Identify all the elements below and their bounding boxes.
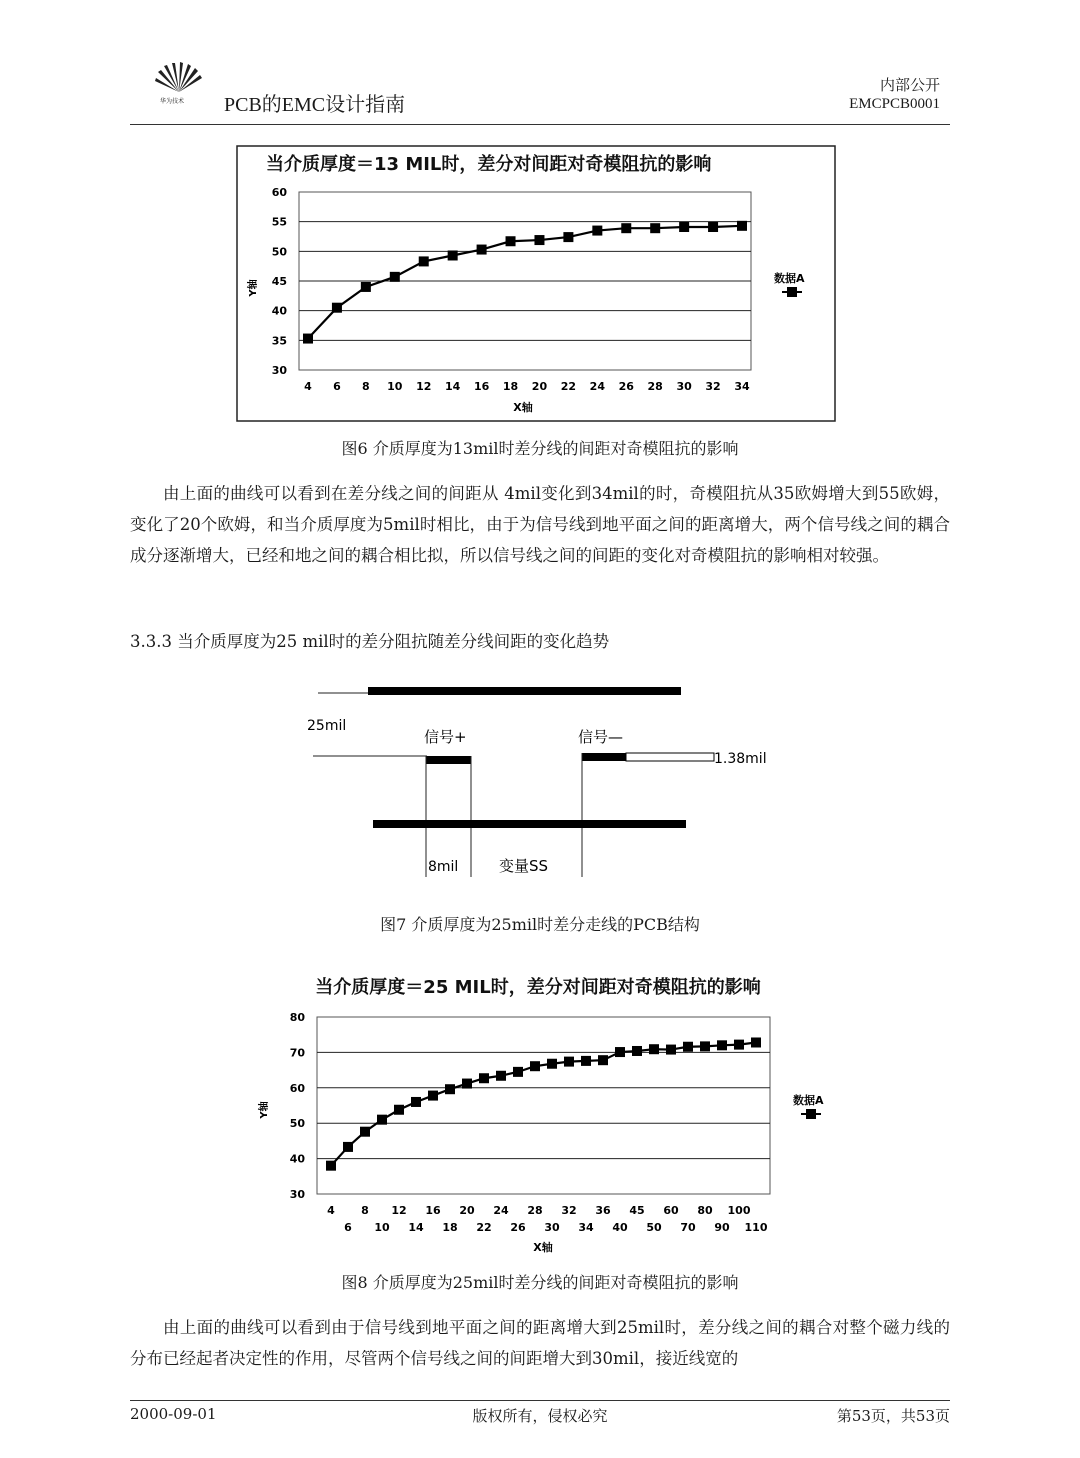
logo-caption: 华为技术 [160, 98, 185, 105]
y-tick-label: 55 [271, 215, 287, 229]
x-tick-label: 8 [361, 1204, 369, 1217]
x-tick-label: 6 [333, 380, 341, 393]
x-tick-label: 32 [705, 380, 721, 393]
chart-figure6 [236, 145, 836, 422]
data-point [361, 282, 371, 292]
x-tick-label: 34 [578, 1221, 594, 1234]
classification-label: 内部公开 [879, 76, 940, 94]
x-tick-label: 12 [416, 380, 432, 393]
x-tick-label: 60 [663, 1204, 679, 1217]
x-tick-label: 16 [425, 1204, 441, 1217]
data-point [666, 1045, 676, 1055]
x-tick-label: 28 [647, 380, 663, 393]
document-code: EMCPCB0001 [849, 96, 940, 112]
data-point [360, 1127, 370, 1137]
data-point [563, 232, 573, 242]
x-tick-label: 20 [459, 1204, 475, 1217]
footer-rule [130, 1400, 950, 1401]
data-point [708, 222, 718, 232]
legend-marker [806, 1109, 816, 1119]
data-point [411, 1097, 421, 1107]
x-tick-label: 28 [527, 1204, 543, 1217]
data-point [534, 235, 544, 245]
data-point [717, 1040, 727, 1050]
data-point [448, 250, 458, 260]
header-rule [130, 124, 950, 125]
x-tick-label: 4 [327, 1204, 335, 1217]
y-tick-label: 60 [289, 1081, 305, 1095]
y-tick-label: 40 [289, 1152, 305, 1166]
x-tick-label: 12 [391, 1204, 407, 1217]
x-tick-label: 14 [408, 1221, 424, 1234]
y-tick-label: 50 [289, 1117, 305, 1131]
signal-minus-label: 信号— [578, 728, 624, 746]
data-point [377, 1115, 387, 1125]
x-tick-label: 45 [629, 1204, 645, 1217]
footer-page-number: 第53页，共53页 [836, 1407, 950, 1425]
data-point [390, 272, 400, 282]
x-tick-label: 22 [476, 1221, 492, 1234]
x-tick-label: 18 [502, 380, 519, 393]
data-point [598, 1055, 608, 1065]
footer-date: 2000-09-01 [130, 1405, 217, 1423]
y-axis-label: Y轴 [248, 279, 259, 297]
trace-plus [426, 756, 471, 764]
pcb-structure-diagram [300, 672, 800, 882]
legend-label: 数据A [793, 1094, 824, 1107]
trace-thickness-label: 1.38mil [714, 751, 767, 767]
data-point [734, 1040, 744, 1050]
data-point [479, 1073, 489, 1083]
data-point [530, 1061, 540, 1071]
data-point [700, 1041, 710, 1051]
y-tick-label: 30 [271, 364, 287, 377]
x-tick-label: 34 [734, 380, 750, 393]
data-point [679, 222, 689, 232]
data-point [419, 256, 429, 266]
x-tick-label: 26 [510, 1221, 526, 1234]
top-ground-plane [368, 687, 681, 695]
data-point [649, 1044, 659, 1054]
x-tick-label: 16 [473, 380, 490, 393]
chart-title: 当介质厚度＝25 MIL时，差分对间距对奇模阻抗的影响 [315, 977, 761, 998]
x-tick-label: 100 [727, 1204, 751, 1217]
y-tick-label: 40 [271, 304, 287, 318]
x-tick-label: 14 [445, 380, 461, 393]
data-point [547, 1059, 557, 1069]
chart-figure8 [250, 968, 860, 1260]
data-point [326, 1161, 336, 1171]
y-tick-label: 30 [289, 1188, 305, 1201]
y-axis-label: Y轴 [259, 1101, 270, 1119]
x-axis-label: X轴 [533, 1241, 553, 1254]
x-tick-label: 90 [714, 1221, 730, 1234]
data-point [513, 1067, 523, 1077]
data-point [506, 236, 516, 246]
y-tick-label: 45 [271, 275, 287, 288]
trace-minus [582, 753, 626, 761]
legend-marker [787, 287, 797, 297]
figure7-caption: 图7 介质厚度为25mil时差分走线的PCB结构 [380, 915, 700, 934]
data-point [428, 1091, 438, 1101]
x-tick-label: 80 [697, 1204, 713, 1217]
data-point [751, 1037, 761, 1047]
data-point [632, 1046, 642, 1056]
spacing-label: 变量SS [499, 857, 549, 875]
y-tick-label: 80 [289, 1011, 305, 1024]
data-point [621, 223, 631, 233]
trace-width-label: 8mil [428, 859, 459, 875]
data-point [592, 226, 602, 236]
x-tick-label: 8 [362, 380, 370, 393]
data-point [394, 1105, 404, 1115]
x-tick-label: 18 [442, 1221, 458, 1234]
x-tick-label: 4 [304, 380, 312, 393]
trace-thickness-indicator [626, 753, 714, 761]
y-tick-label: 70 [289, 1046, 305, 1060]
section-heading: 3.3.3 当介质厚度为25 mil时的差分阻抗随差分线间距的变化趋势 [130, 632, 610, 651]
x-tick-label: 24 [589, 380, 605, 393]
x-tick-label: 40 [612, 1221, 628, 1234]
data-point [303, 334, 313, 344]
x-tick-label: 70 [680, 1221, 696, 1234]
data-point [462, 1079, 472, 1089]
data-point [343, 1142, 353, 1152]
y-tick-label: 35 [271, 334, 287, 348]
data-point [477, 245, 487, 255]
data-point [445, 1084, 455, 1094]
x-tick-label: 20 [531, 380, 548, 393]
data-point [581, 1056, 591, 1066]
x-tick-label: 22 [560, 380, 577, 393]
data-point [332, 303, 342, 313]
x-tick-label: 10 [387, 380, 403, 393]
data-point [683, 1042, 693, 1052]
data-point [737, 221, 747, 231]
data-point [615, 1047, 625, 1057]
y-tick-label: 50 [271, 245, 287, 259]
figure8-caption: 图8 介质厚度为25mil时差分线的间距对奇模阻抗的影响 [341, 1273, 739, 1292]
x-tick-label: 6 [344, 1221, 352, 1234]
x-tick-label: 110 [744, 1221, 768, 1234]
y-tick-label: 60 [271, 186, 287, 199]
x-tick-label: 30 [676, 380, 692, 393]
bottom-ground-plane [373, 820, 686, 828]
x-tick-label: 10 [374, 1221, 390, 1234]
data-point [564, 1057, 574, 1067]
data-point [650, 223, 660, 233]
x-tick-label: 24 [493, 1204, 509, 1217]
x-tick-label: 30 [544, 1221, 560, 1234]
dielectric-thickness-label: 25mil [307, 718, 347, 734]
signal-plus-label: 信号+ [424, 728, 467, 746]
footer-copyright: 版权所有，侵权必究 [472, 1407, 608, 1425]
x-tick-label: 32 [561, 1204, 577, 1217]
x-tick-label: 50 [646, 1221, 662, 1234]
document-title: PCB的EMC设计指南 [224, 94, 406, 116]
x-tick-label: 36 [595, 1204, 611, 1217]
legend-label: 数据A [774, 272, 805, 285]
chart-title: 当介质厚度＝13 MIL时，差分对间距对奇模阻抗的影响 [266, 154, 712, 175]
paragraph-1: 由上面的曲线可以看到在差分线之间的间距从 4mil变化到34mil的时，奇模阻抗从35欧姆增大到55欧姆，变化了20个欧姆，和当介质厚度为5mil时相比，由于为信号线到地平面之间的距离增大，两个信号线之间的耦合成分逐渐增大，已经和地之间的耦合相比拟，所以信号线之间的间距的变化对奇模阻抗的影响相对较强。 [130, 484, 950, 565]
data-point [496, 1071, 506, 1081]
paragraph-2: 由上面的曲线可以看到由于信号线到地平面之间的距离增大到25mil时，差分线之间的耦合对整个磁力线的分布已经起者决定性的作用，尽管两个信号线之间的间距增大到30mil，接近线宽的 [130, 1318, 950, 1368]
x-axis-label: X轴 [513, 401, 533, 414]
figure6-caption: 图6 介质厚度为13mil时差分线的间距对奇模阻抗的影响 [341, 439, 739, 458]
x-tick-label: 26 [618, 380, 634, 393]
